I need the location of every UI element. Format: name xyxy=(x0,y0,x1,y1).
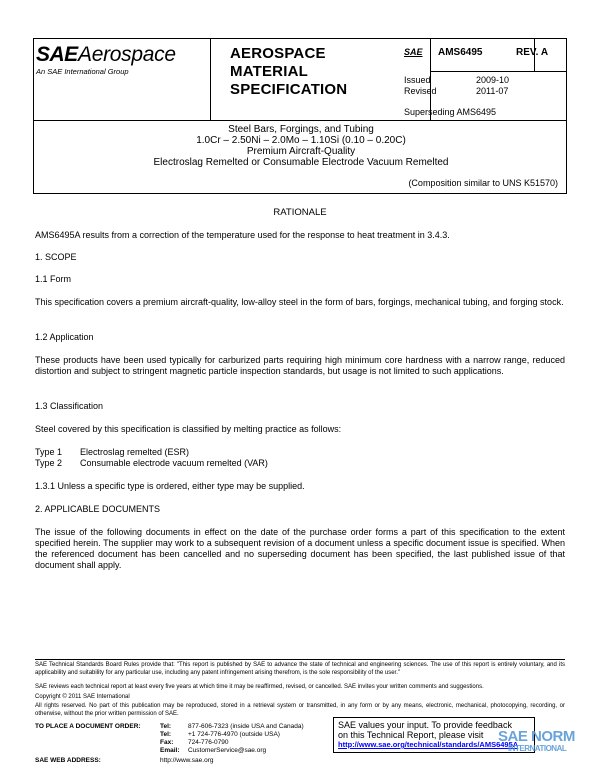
section-heading: 1.2 Application xyxy=(35,332,94,342)
revised-value: 2011-07 xyxy=(476,86,509,96)
email-value: CustomerService@sae.org xyxy=(188,747,267,754)
divider xyxy=(430,71,566,72)
footer-paragraph: SAE Technical Standards Board Rules provide that: "This report is published by SAE to advance the state of technical and engineering sciences. The use of this report is entirely voluntary, and its applicability and suitability for any particular use, including any patent infringement arising therefrom, is the sole responsibility of the user." xyxy=(35,662,565,676)
feedback-line: on this Technical Report, please visit xyxy=(338,730,484,740)
tel-label: Tel: xyxy=(160,723,172,730)
application-text: These products have been used typically for carburized parts requiring high minimum core hardness with a narrow range, reduced distortion and subject to stringent magnetic particle inspection standards, but usage is not limited to such applications. xyxy=(35,355,565,376)
feedback-line: SAE values your input. To provide feedback xyxy=(338,720,512,730)
scope-form-text: This specification covers a premium aircraft-quality, low-alloy steel in the form of bars, forgings, mechanical tubing, and forging stock. xyxy=(35,297,564,307)
aerospace-logo-text: Aerospace xyxy=(78,43,176,66)
revised-label: Revised xyxy=(404,86,437,96)
fax-label: Fax: xyxy=(160,739,174,746)
type-label: Type 1 xyxy=(35,447,63,457)
issued-label: Issued xyxy=(404,75,431,85)
section-heading: 1.1 Form xyxy=(35,274,72,284)
applicable-documents-text: The issue of the following documents in effect on the date of the purchase order forms a part of this specification to the extent specified herein. The supplier may work to a subsequent revision of a document unless a specific document issue is specified. When the referenced document has been cancelled and no superseding document has been specified, the last published issue of that document shall apply. xyxy=(35,527,565,570)
revision: REV. A xyxy=(516,47,549,58)
section-heading: 2. APPLICABLE DOCUMENTS xyxy=(35,504,161,514)
type-text: Electroslag remelted (ESR) xyxy=(80,447,190,457)
logo-subtitle: An SAE International Group xyxy=(36,67,129,76)
footer-paragraph: All rights reserved. No part of this publication may be reproduced, stored in a retrieval system or transmitted, in any form or by any means, electronic, mechanical, photocopying, recording, or otherwise, without the prior written permission of SAE. xyxy=(35,703,565,717)
title-line: Steel Bars, Forgings, and Tubing xyxy=(228,124,374,135)
watermark-logo: SAE NORM INTERNATIONAL xyxy=(498,728,575,753)
section-heading: 1.3 Classification xyxy=(35,401,104,411)
sae-mini-logo: SAE xyxy=(404,47,423,57)
type-label: Type 2 xyxy=(35,458,63,468)
tel-label: Tel: xyxy=(160,731,172,738)
document-type-title: AEROSPACE MATERIAL SPECIFICATION xyxy=(230,45,348,98)
title-block xyxy=(33,121,567,194)
subsection-text: 1.3.1 Unless a specific type is ordered, either type may be supplied. xyxy=(35,481,305,491)
order-label: TO PLACE A DOCUMENT ORDER: xyxy=(35,723,141,730)
issued-value: 2009-10 xyxy=(476,75,510,85)
rationale-text: AMS6495A results from a correction of the temperature used for the response to heat treatment in 3.4.3. xyxy=(35,230,450,240)
section-heading: 1. SCOPE xyxy=(35,252,77,262)
email-label: Email: xyxy=(160,747,180,754)
fax-value: 724-776-0790 xyxy=(188,739,229,746)
rationale-heading: RATIONALE xyxy=(273,207,327,218)
type-text: Consumable electrode vacuum remelted (VAR) xyxy=(80,458,268,468)
web-label: SAE WEB ADDRESS: xyxy=(35,757,101,764)
feedback-link[interactable]: http://www.sae.org/technical/standards/AMS6495A xyxy=(338,740,519,749)
classification-text: Steel covered by this specification is classified by melting practice as follows: xyxy=(35,424,342,434)
footer-paragraph: SAE reviews each technical report at least every five years at which time it may be reaffirmed, revised, or cancelled. SAE invites your written comments and suggestions. xyxy=(35,684,484,690)
copyright: Copyright © 2011 SAE International xyxy=(35,694,130,700)
document-number: AMS6495 xyxy=(438,47,483,58)
tel-value: +1 724-776-4970 (outside USA) xyxy=(188,731,280,738)
superseding: Superseding AMS6495 xyxy=(404,107,497,117)
title-line: Electroslag Remelted or Consumable Electrode Vacuum Remelted xyxy=(153,157,449,168)
title-line: Premium Aircraft-Quality xyxy=(246,146,356,157)
tel-value: 877-606-7323 (inside USA and Canada) xyxy=(188,723,304,730)
doc-type-cell xyxy=(210,39,431,120)
sae-logo: SAE xyxy=(36,43,78,66)
web-link[interactable]: http://www.sae.org xyxy=(160,757,214,764)
footer-rule xyxy=(35,659,565,660)
logo-cell xyxy=(34,39,211,120)
composition-note: (Composition similar to UNS K51570) xyxy=(408,178,558,188)
title-line: 1.0Cr – 2.50Ni – 2.0Mo – 1.10Si (0.10 – 0.20C) xyxy=(196,135,406,146)
